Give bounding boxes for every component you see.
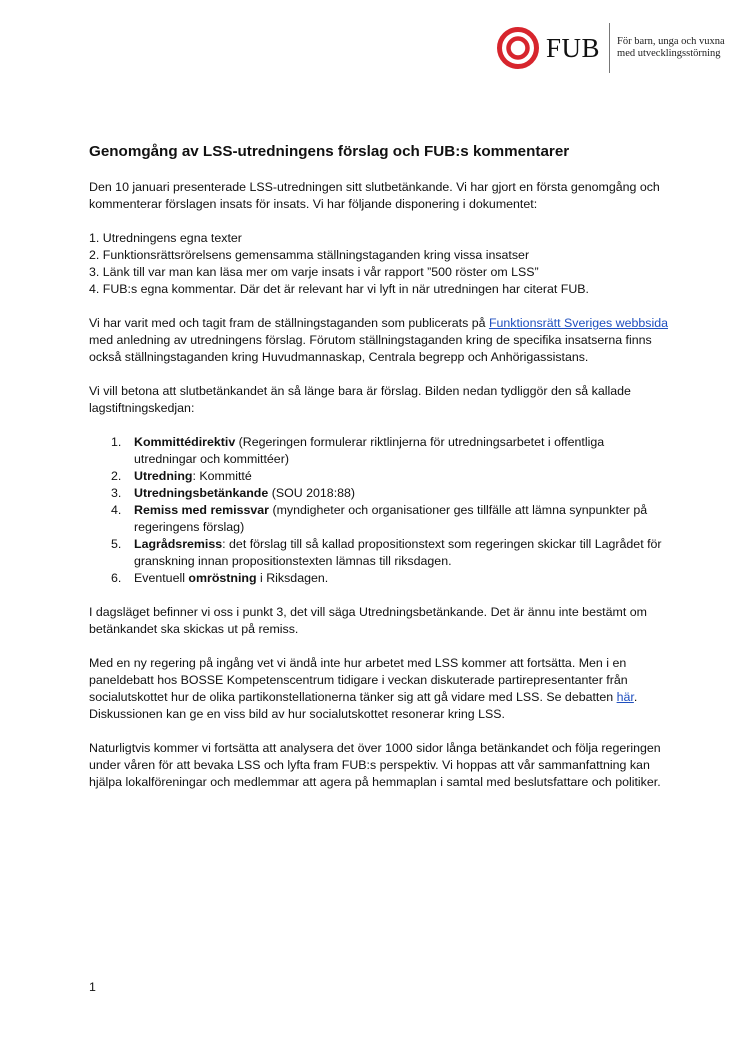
- tagline-line-2: med utvecklingsstörning: [617, 48, 721, 59]
- chain-item-term: omröstning: [188, 571, 257, 585]
- chain-intro-paragraph: Vi vill betona att slutbetänkandet än så länge bara är förslag. Bilden nedan tydliggör den så kallade lagstiftningskedjan:: [89, 384, 631, 415]
- para2-text-before: Vi har varit med och tagit fram de ställningstaganden som publicerats på: [89, 316, 489, 330]
- chain-item-term: Remiss med remissvar: [134, 503, 270, 517]
- closing-paragraph: Naturligtvis kommer vi fortsätta att analysera det över 1000 sidor långa betänkandet och följa regeringen under våren för att bevaka LSS och lyfta fram FUB:s perspektiv. Vi hoppas att vår sammanfattning kan hjälpa lokalföreningar och medlemmar att agera på hemmaplan i samtal med beslutsfattare och politiker.: [89, 741, 661, 789]
- chain-item-text: (Regeringen formulerar riktlinjerna för utredningsarbetet i offentliga utredningar och kommittéer): [134, 435, 605, 466]
- chain-item-number: 4.: [111, 503, 122, 517]
- chain-item: [89, 502, 669, 536]
- intro-paragraph: Den 10 januari presenterade LSS-utredningen sitt slutbetänkande. Vi har gjort en första genomgång och kommenterar förslagen insats för insats. Vi har följande disponering i dokumentet:: [89, 180, 660, 211]
- chain-item: [89, 468, 669, 485]
- chain-item: [89, 434, 669, 468]
- chain-item-text: (myndigheter och organisationer ges tillfälle att lämna synpunkter på regeringens förslag): [134, 503, 648, 534]
- chain-item-pre: Eventuell: [134, 571, 189, 585]
- chain-item: [89, 536, 669, 570]
- chain-item-text: (SOU 2018:88): [268, 486, 356, 500]
- para5-text-before: Med en ny regering på ingång vet vi ändå inte hur arbetet med LSS kommer att fortsätta. Men i en paneldebatt hos BOSSE Kompetenscentrum tidigare i veckan diskuterade partirepresentanter från socialutskottet hur de olika partikonstellationerna tänker sig att gå vidare med LSS. Se debatten: [89, 656, 628, 704]
- chain-item-text: : Kommitté: [192, 469, 252, 483]
- disposition-item: 2. Funktionsrättsrörelsens gemensamma ställningstaganden kring vissa insatser: [89, 248, 530, 262]
- chain-item-term: Lagrådsremiss: [134, 537, 223, 551]
- chain-item-number: 1.: [111, 435, 122, 449]
- logo: [496, 22, 727, 74]
- debate-paragraph: [89, 655, 669, 723]
- funktionsratt-link[interactable]: Funktionsrätt Sveriges webbsida: [488, 316, 669, 330]
- chain-item-term: Utredningsbetänkande: [134, 486, 269, 500]
- chain-item-number: 5.: [111, 537, 122, 551]
- chain-item-text: i Riksdagen.: [256, 571, 329, 585]
- document-title: Genomgång av LSS-utredningens förslag och FUB:s kommentarer: [89, 143, 570, 160]
- para2-text-after: med anledning av utredningens förslag. Förutom ställningstaganden kring de specifika insatserna finns också ställningstaganden kring Huvudmannaskap, Centrala begrepp och Anhörigassistans.: [89, 333, 652, 364]
- legislation-chain-list: [89, 434, 669, 587]
- chain-item-term: Utredning: [134, 469, 193, 483]
- logo-divider: [609, 23, 610, 73]
- fub-ring-logo-icon: [496, 26, 540, 70]
- funktionsratt-paragraph: [89, 315, 669, 366]
- disposition-item: 3. Länk till var man kan läsa mer om varje insats i vår rapport ”500 röster om LSS”: [89, 265, 539, 279]
- document-body: [89, 142, 669, 808]
- chain-item-text: : det förslag till så kallad propositionstext som regeringen skickar till Lagrådet för granskning innan propositionstexten lämnas till riksdagen.: [134, 537, 662, 568]
- debate-link[interactable]: här: [616, 690, 634, 704]
- chain-item-number: 2.: [111, 469, 122, 483]
- para5-text-after: . Diskussionen kan ge en viss bild av hur socialutskottet resonerar kring LSS.: [89, 690, 638, 721]
- chain-item-term: Kommittédirektiv: [134, 435, 236, 449]
- tagline-line-1: För barn, unga och vuxna: [617, 36, 725, 47]
- logo-tagline: [617, 36, 727, 60]
- disposition-item: 4. FUB:s egna kommentar. Där det är relevant har vi lyft in när utredningen har citerat FUB.: [89, 282, 589, 296]
- chain-item: [89, 485, 669, 502]
- chain-item-number: 3.: [111, 486, 122, 500]
- page-number: 1: [89, 980, 96, 994]
- chain-item-number: 6.: [111, 571, 122, 585]
- status-paragraph: I dagsläget befinner vi oss i punkt 3, det vill säga Utredningsbetänkande. Det är ännu inte bestämt om betänkandet ska skickas ut på remiss.: [89, 605, 647, 636]
- chain-item: [89, 570, 669, 587]
- disposition-item: 1. Utredningens egna texter: [89, 231, 242, 245]
- logo-wordmark: FUB: [546, 32, 601, 63]
- disposition-list: [89, 230, 669, 298]
